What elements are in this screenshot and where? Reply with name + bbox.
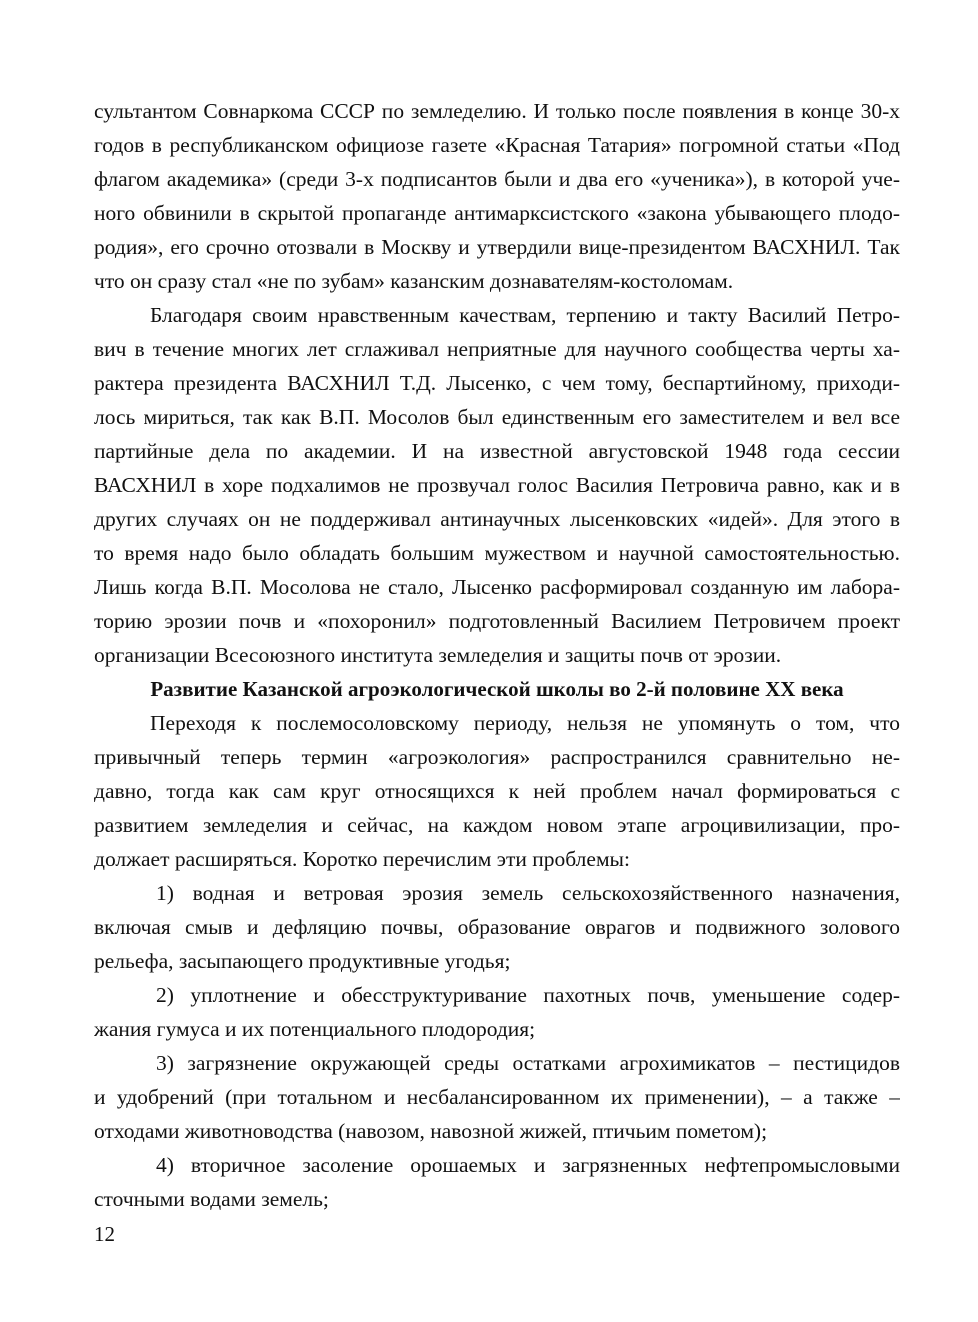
text-line: жания гумуса и их потенциального плодородия; bbox=[94, 1017, 536, 1041]
text-line: отходами животноводства (навозом, навозной жижей, птичьим пометом); bbox=[94, 1119, 768, 1143]
list-item-1 bbox=[94, 876, 900, 978]
text-line: флагом академика» (среди 3-х подписантов были и два его «ученика»), в которой уче- bbox=[94, 167, 900, 191]
text-line: рельефа, засыпающего продуктивные угодья; bbox=[94, 949, 511, 973]
text-line: родия», его срочно отозвали в Москву и утвердили вице-президентом ВАСХНИЛ. Так bbox=[94, 235, 900, 259]
text-line: организации Всесоюзного института земледелия и защиты почв от эрозии. bbox=[94, 643, 782, 667]
list-item-3 bbox=[94, 1046, 900, 1148]
text-line: давно, тогда как сам круг относящихся к ней проблем начал формироваться с bbox=[94, 779, 900, 803]
text-line: сультантом Совнаркома СССР по земледелию. И только после появления в конце 30-х bbox=[94, 99, 900, 123]
list-item-4 bbox=[94, 1148, 900, 1216]
text-line: Переходя к послемосоловскому периоду, нельзя не упомянуть о том, что bbox=[150, 711, 900, 735]
text-line: и удобрений (при тотальном и несбалансированном их применении), – а также – bbox=[94, 1085, 900, 1109]
paragraph-2 bbox=[94, 298, 900, 672]
text-line: развитием земледелия и сейчас, на каждом новом этапе агроцивилизации, про- bbox=[94, 813, 900, 837]
text-line: 1) водная и ветровая эрозия земель сельскохозяйственного назначения, bbox=[156, 881, 900, 905]
text-line: 3) загрязнение окружающей среды остатками агрохимикатов – пестицидов bbox=[156, 1051, 900, 1075]
document-page bbox=[94, 94, 900, 1216]
text-line: привычный теперь термин «агроэкология» распространился сравнительно не- bbox=[94, 745, 900, 769]
text-line: включая смыв и дефляцию почвы, образование оврагов и подвижного золового bbox=[94, 915, 900, 939]
text-line: Благодаря своим нравственным качествам, терпению и такту Василий Петро- bbox=[150, 303, 900, 327]
text-line: 2) уплотнение и обесструктуривание пахотных почв, уменьшение содер- bbox=[156, 983, 900, 1007]
list-item-2 bbox=[94, 978, 900, 1046]
text-line: ного обвинили в скрытой пропаганде антимарксистского «закона убывающего плодо- bbox=[94, 201, 900, 225]
text-line: должает расширяться. Коротко перечислим эти проблемы: bbox=[94, 847, 630, 871]
text-line: вич в течение многих лет сглаживал неприятные для научного сообщества черты ха- bbox=[94, 337, 900, 361]
text-line: рактера президента ВАСХНИЛ Т.Д. Лысенко, с чем тому, беспартийному, приходи- bbox=[94, 371, 900, 395]
text-line: лось мириться, так как В.П. Мосолов был единственным его заместителем и вел все bbox=[94, 405, 900, 429]
paragraph-1 bbox=[94, 94, 900, 298]
section-heading: Развитие Казанской агроэкологической школы во 2-й половине XX века bbox=[150, 677, 844, 701]
text-line: 4) вторичное засоление орошаемых и загрязненных нефтепромысловыми bbox=[156, 1153, 900, 1177]
text-line: что он сразу стал «не по зубам» казанским дознавателям-костоломам. bbox=[94, 269, 734, 293]
text-line: торию эрозии почв и «похоронил» подготовленный Василием Петровичем проект bbox=[94, 609, 900, 633]
text-line: сточными водами земель; bbox=[94, 1187, 329, 1211]
text-line: Лишь когда В.П. Мосолова не стало, Лысенко расформировал созданную им лабора- bbox=[94, 575, 900, 599]
text-line: годов в республиканском официозе газете «Красная Татария» погромной статьи «Под bbox=[94, 133, 900, 157]
text-line: то время надо было обладать большим мужеством и научной самостоятельностью. bbox=[94, 541, 900, 565]
page-number: 12 bbox=[94, 1222, 115, 1246]
text-line: ВАСХНИЛ в хоре подхалимов не прозвучал голос Василия Петровича равно, как и в bbox=[94, 473, 900, 497]
paragraph-3 bbox=[94, 706, 900, 876]
text-line: других случаях он не поддерживал антинаучных лысенковских «идей». Для этого в bbox=[94, 507, 900, 531]
text-line: партийные дела по академии. И на известной августовской 1948 года сессии bbox=[94, 439, 900, 463]
